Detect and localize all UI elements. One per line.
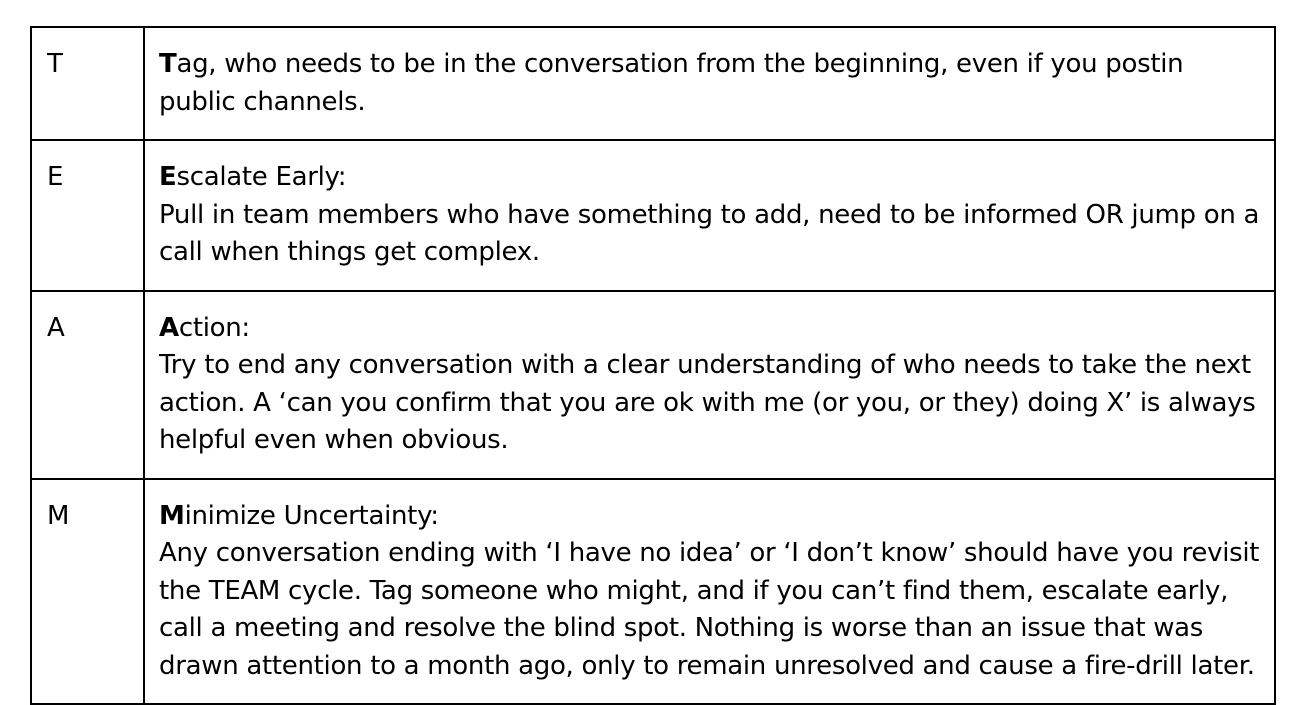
- heading-minimize-uncertainty: [159, 498, 1262, 536]
- description-text: Try to end any conversation with a clear understanding of who needs to take the next action. A ‘can you confirm that you are ok with me (or you, or they) doing X’ is always helpful even when obvious.: [159, 350, 1256, 455]
- description-cell-e: [144, 140, 1275, 291]
- team-acronym-table: [30, 26, 1276, 705]
- description-cell-t: [144, 27, 1275, 140]
- initial-letter: M: [159, 500, 185, 531]
- letter-cell-e: E: [31, 140, 144, 291]
- initial-letter: A: [159, 312, 179, 343]
- description-text: Any conversation ending with ‘I have no idea’ or ‘I don’t know’ should have you revisit the TEAM cycle. Tag someone who might, and if you can’t find them, escalate early, call a meeting and resolve the blind spot. Nothing is worse than an issue that was drawn attention to a month ago, only to remain unresolved and cause a fire-drill later.: [159, 538, 1260, 681]
- description-cell-a: [144, 291, 1275, 479]
- table-row-m: [31, 479, 1275, 705]
- table-row-t: [31, 27, 1275, 140]
- letter-cell-a: A: [31, 291, 144, 479]
- description-text: Pull in team members who have something to add, need to be informed OR jump on a call when things get complex.: [159, 199, 1260, 267]
- description-cell-m: [144, 479, 1275, 705]
- initial-letter: E: [159, 162, 177, 192]
- letter-cell-m: M: [31, 479, 144, 705]
- table-row-e: [31, 140, 1275, 291]
- heading-tag: [159, 46, 1262, 121]
- heading-action: [159, 310, 1262, 348]
- heading-text: scalate Early:: [176, 162, 347, 192]
- letter-cell-t: T: [31, 27, 144, 140]
- initial-letter: T: [159, 49, 177, 79]
- heading-text: ag, who needs to be in the conversation from the beginning, even if you postin public channels.: [159, 49, 1184, 117]
- heading-text: ction:: [178, 312, 250, 343]
- heading-escalate-early: [159, 159, 1262, 197]
- table-row-a: [31, 291, 1275, 479]
- heading-text: inimize Uncertainty:: [184, 500, 439, 531]
